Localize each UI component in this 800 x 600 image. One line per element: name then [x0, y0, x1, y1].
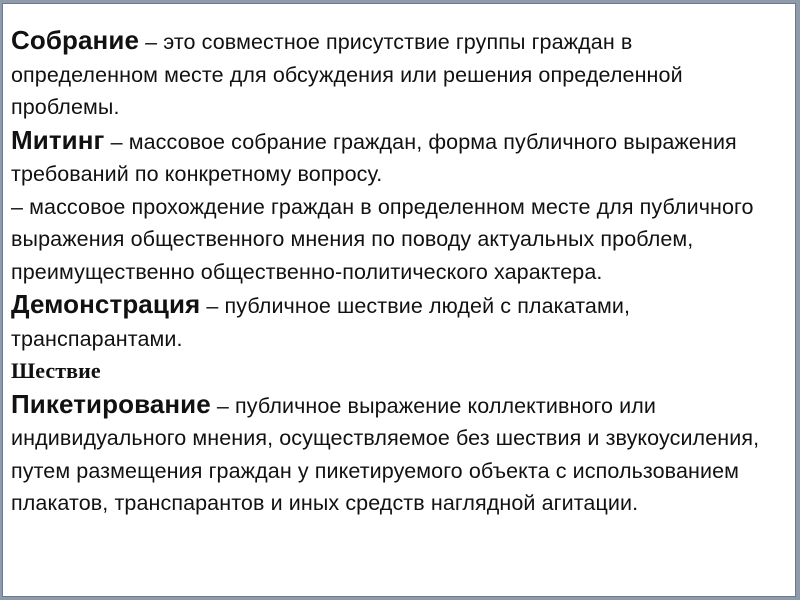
definition-miting: [11, 124, 781, 191]
definition-procession-body: – массовое прохождение граждан в определенном месте для публичного выражения общественного мнения по поводу актуальных проблем, преимущественно общественно-политического характера.: [11, 194, 754, 284]
definition-piketirovanie: [11, 388, 781, 520]
definition-miting-text: – массовое собрание граждан, форма публичного выражения требований по конкретному вопросу.: [11, 129, 737, 186]
definition-demonstratsiya-text: – публичное шествие людей с плакатами, транспарантами.: [11, 294, 631, 351]
definition-shestvie: [11, 355, 781, 388]
definition-demonstratsiya: [11, 288, 781, 355]
definition-sobranie-text: – это совместное присутствие группы граждан в определенном месте для обсуждения или решения определенной проблемы.: [11, 30, 683, 119]
definitions-list: [11, 24, 781, 520]
definition-sobranie: [11, 24, 781, 124]
term-miting: Митинг: [11, 124, 105, 155]
term-sobranie: Собрание: [11, 25, 140, 55]
definition-procession-text: [11, 191, 781, 289]
term-demonstratsiya: Демонстрация: [11, 289, 201, 319]
term-shestvie: Шествие: [11, 358, 101, 383]
slide: [2, 3, 796, 597]
term-piketirovanie: Пикетирование: [11, 388, 211, 419]
definition-piketirovanie-text: – публичное выражение коллективного или индивидуального мнения, осуществляемое без шествия и звукоусиления, путем размещения граждан у пикетируемого объекта с использованием плакатов, транспарантов и иных средств наглядной агитации.: [11, 393, 760, 515]
